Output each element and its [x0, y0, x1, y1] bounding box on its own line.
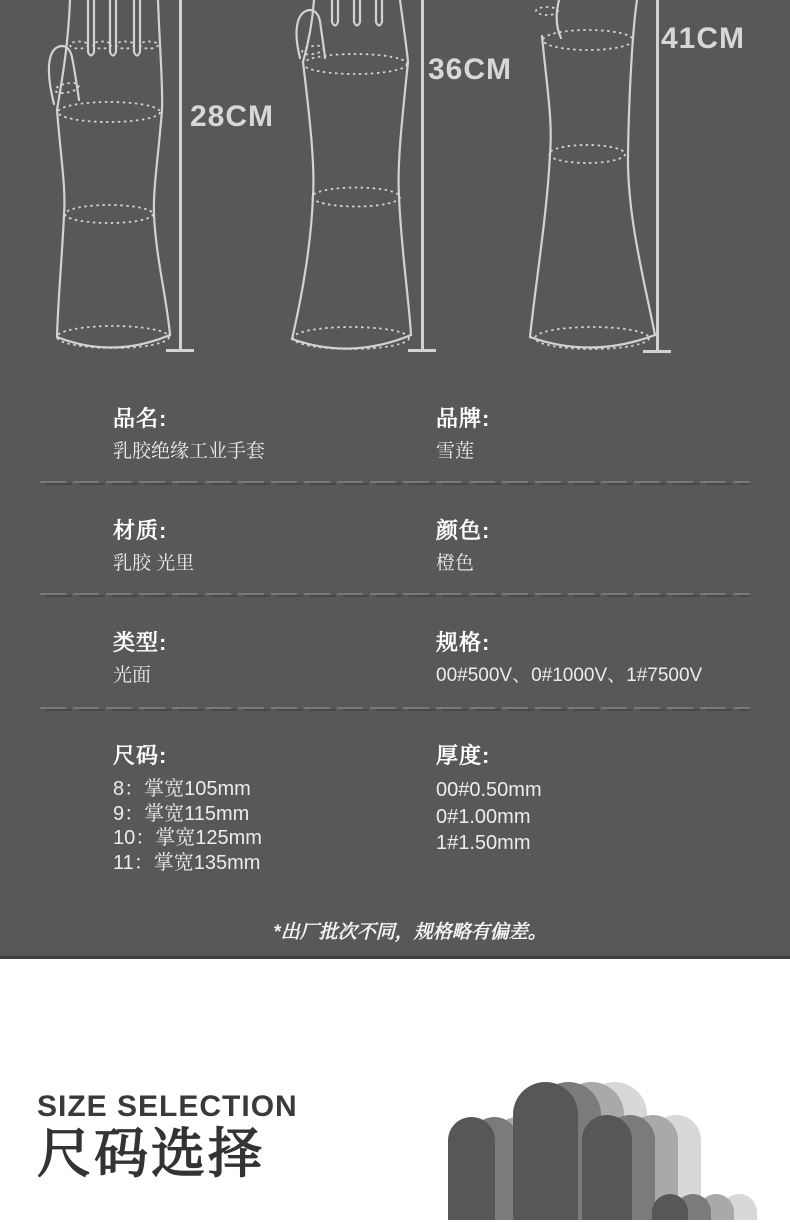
glove-length-diagram	[0, 0, 790, 392]
glove-outline-41cm-icon	[526, 0, 664, 360]
spec-cell-product-name	[113, 406, 436, 464]
color-label: 颜色:	[436, 518, 491, 543]
spec-row-size-thickness	[0, 743, 790, 875]
measure-tick-1	[166, 349, 194, 352]
spec-row-type-spec	[0, 630, 790, 688]
size-label: 尺码:	[113, 743, 168, 768]
thickness-label: 厚度:	[436, 743, 491, 768]
material-label: 材质:	[113, 518, 168, 543]
row-divider-2	[40, 593, 750, 598]
material-value: 乳胶 光里	[113, 553, 195, 574]
spec-cell-brand	[436, 406, 770, 464]
brand-label: 品牌:	[436, 406, 491, 431]
size-list	[113, 777, 436, 875]
spec-cell-specification	[436, 630, 770, 688]
spec-cell-material	[113, 518, 436, 576]
spec-row-material-color	[0, 518, 790, 576]
size-item: 11：掌宽135mm	[113, 851, 261, 874]
row-divider-3	[40, 707, 750, 712]
spec-cell-thickness	[436, 743, 770, 875]
spec-cell-type	[113, 630, 436, 688]
size-selection-section	[0, 959, 790, 1220]
measure-line-1	[179, 0, 182, 352]
size-item: 9：掌宽115mm	[113, 802, 250, 825]
glove-outline-36cm-icon	[288, 0, 420, 360]
measure-line-2	[421, 0, 424, 352]
size-selection-heading	[37, 1091, 298, 1183]
thickness-item: 1#1.50mm	[436, 832, 531, 854]
thickness-list	[436, 777, 770, 857]
measure-line-3	[656, 0, 659, 353]
color-value: 橙色	[436, 553, 475, 574]
length-label-28cm: 28CM	[190, 100, 275, 133]
specification-value: 00#500V、0#1000V、1#7500V	[436, 665, 703, 686]
measure-tick-3	[643, 350, 671, 353]
brand-value: 雪莲	[436, 441, 475, 462]
measure-tick-2	[408, 349, 436, 352]
type-label: 类型:	[113, 630, 168, 655]
specification-label: 规格:	[436, 630, 491, 655]
product-name-value: 乳胶绝缘工业手套	[113, 441, 266, 462]
type-value: 光面	[113, 665, 152, 686]
glove-hands-silhouette-icon	[445, 1075, 790, 1220]
spec-cell-color	[436, 518, 770, 576]
thickness-item: 00#0.50mm	[436, 779, 542, 801]
size-selection-title-zh: 尺码选择	[37, 1124, 265, 1184]
spec-row-name-brand	[0, 406, 790, 464]
glove-outline-28cm-icon	[40, 0, 172, 360]
spec-cell-size	[113, 743, 436, 875]
size-item: 10：掌宽125mm	[113, 827, 262, 849]
length-label-36cm: 36CM	[428, 53, 513, 86]
batch-variation-footnote: *出厂批次不同，规格略有偏差。	[273, 922, 547, 943]
product-name-label: 品名:	[113, 406, 168, 431]
size-item: 8：掌宽105mm	[113, 778, 251, 800]
length-label-41cm: 41CM	[661, 22, 746, 55]
size-selection-title-en: SIZE SELECTION	[37, 1090, 298, 1123]
row-divider-1	[40, 481, 750, 486]
thickness-item: 0#1.00mm	[436, 805, 531, 828]
